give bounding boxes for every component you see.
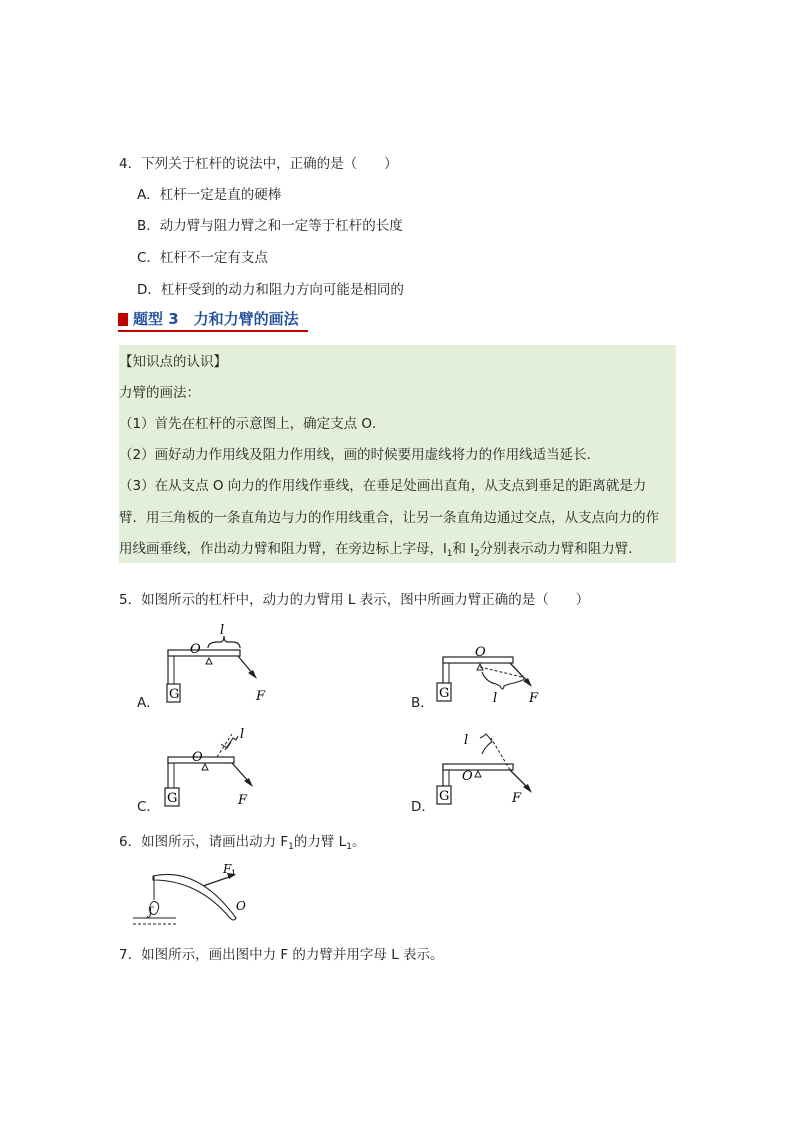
fig-c-l-label: l [240, 727, 245, 742]
step3-text-c: 分别表示动力臂和阻力臂． [479, 541, 642, 557]
q5-stem: 5．如图所示的杠杆中，动力的力臂用 L 表示，图中所画力臂正确的是（ ） [119, 592, 590, 608]
heading-underline [118, 330, 308, 332]
fig-b-o-label: O [475, 645, 486, 660]
step3-sub-1: 1 [446, 549, 453, 559]
q7-stem: 7．如图所示，画出图中力 F 的力臂并用字母 L 表示。 [119, 947, 444, 963]
svg-text:ʃ: ʃ [149, 905, 152, 918]
q6-stem-sub-2: 1 [346, 842, 352, 852]
fig-b-f-label: F [529, 691, 539, 706]
fig-d-g-label: G [439, 789, 450, 804]
q6-fig-f-sub: 1 [231, 869, 237, 878]
fig-c-g-label: G [167, 791, 178, 806]
q6-fig-o-label: O [236, 899, 246, 913]
q5-label-c: C． [137, 799, 160, 815]
fig-b-g-label: G [439, 686, 450, 701]
q4-option-c: C．杠杆不一定有支点 [137, 250, 268, 266]
q5-label-d: D． [411, 799, 435, 815]
q6-fig-f-label: F [223, 862, 232, 876]
q5-label-a: A． [137, 695, 160, 711]
fig-a-f-label: F [256, 689, 266, 704]
q6-stem-b: 的力臂 L [293, 834, 347, 850]
knowledge-step-2: （2）画好动力作用线及阻力作用线，画的时候要用虚线将力的作用线适当延长． [119, 447, 601, 463]
section-title: 题型 3 力和力臂的画法 [133, 310, 299, 328]
step3-sub-2: 2 [474, 549, 480, 559]
section-heading [118, 309, 308, 331]
fig-c-f-label: F [238, 793, 248, 808]
fig-c-o-label: O [192, 750, 203, 765]
fig-d-l-label: l [464, 733, 469, 748]
q4-option-b: B．动力臂与阻力臂之和一定等于杠杆的长度 [137, 218, 403, 234]
knowledge-subtitle: 力臂的画法： [119, 385, 200, 401]
heading-marker [118, 313, 128, 326]
q6-stem-c: 。 [351, 834, 366, 850]
q5-label-b: B． [411, 695, 434, 711]
q6-stem-a: 6．如图所示，请画出动力 F [119, 834, 289, 850]
fig-a-o-label: O [190, 642, 201, 657]
knowledge-step-3-line-3 [119, 540, 642, 563]
fig-a-l-label: l [220, 623, 225, 638]
knowledge-step-3-line-2: 臂．用三角板的一条直角边与力的作用线重合，让另一条直角边通过交点，从支点向力的作 [119, 510, 659, 526]
fig-d-o-label: O [462, 769, 473, 784]
fig-a-g-label: G [169, 687, 180, 702]
q6-stem [119, 833, 365, 856]
knowledge-step-3-line-1: （3）在从支点 O 向力的作用线作垂线，在垂足处画出直角，从支点到垂足的距离就是力 [119, 478, 647, 494]
fig-d-f-label: F [512, 791, 522, 806]
q6-figure-fishing-rod [128, 856, 268, 936]
knowledge-step-1: （1）首先在杠杆的示意图上，确定支点 O． [119, 416, 386, 432]
q4-stem: 4．下列关于杠杆的说法中，正确的是（ ） [119, 156, 398, 172]
q6-stem-sub-1: 1 [288, 842, 294, 852]
knowledge-title: 【知识点的认识】 [119, 354, 227, 370]
knowledge-box [119, 345, 676, 563]
step3-text-a: 用线画垂线，作出动力臂和阻力臂，在旁边标上字母，l [119, 541, 447, 557]
fig-b-l-label: l [493, 691, 498, 706]
q4-option-a: A．杠杆一定是直的硬棒 [137, 187, 282, 203]
step3-text-b: 和 l [452, 541, 475, 557]
q4-option-d: D．杠杆受到的动力和阻力方向可能是相同的 [137, 282, 404, 298]
